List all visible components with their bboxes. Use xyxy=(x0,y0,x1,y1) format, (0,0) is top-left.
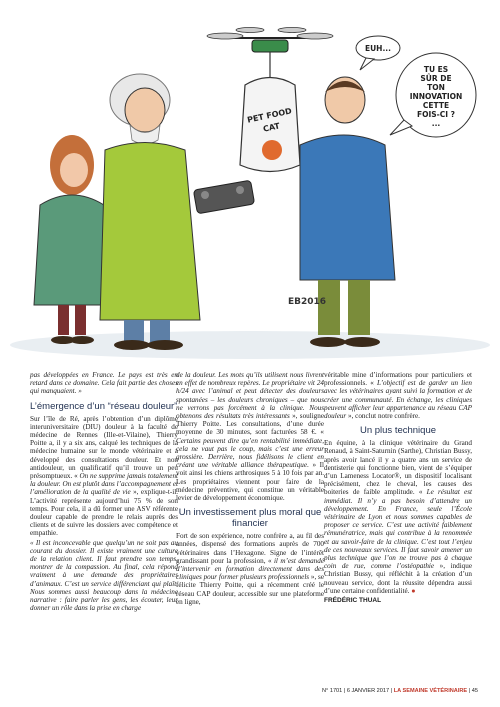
col2-paragraph-1: de la douleur. Les mots qu’ils utilisent nous livrent en effet de nombreux repères. Le propriétaire vit 24 h/24 avec l’animal et peut détecter des douleurs spontanées – les douleurs chroniques – que nous ne verrons pas forcément à la clinique. Nous obtenons des résultats très intéressants », souligne Thierry Poitte. Les consultations, d’une durée moyenne de 30 minutes, sont facturées 58 €. « Certains peuvent dire qu’en rentabilité immédiate, cela ne vaut pas le coup, mais c’est une erreur grossière. Derrière, nous fidélisons le client en créant une véritable alliance thérapeutique. » Il voit ainsi les chiens arthrosiques 5 à 10 fois par an. Les propriétaires viennent pour faire de la médecine préventive, qui constitue un véritable levier de développement économique. xyxy=(176,371,324,503)
speech-right-line-3: TON xyxy=(427,83,445,92)
col1-paragraph-2: « Il est inconcevable que quelqu’un ne soit pas au courant du dossier. Il existe vraiment une culture de la relation client. Il faut prendre son temps, montrer de la compassion. Au final, cela répond vraiment à une demande des propriétaires d’animaux. C’est un service différenciant qui plaît. Nous sommes aussi beaucoup dans la médecine narrative : faire parler les gens, les écouter, leur donner un rôle dans la prise en charge xyxy=(30,538,178,613)
article-column-1 xyxy=(30,371,178,613)
col3-paragraph-1: véritable mine d’informations pour particuliers et professionnels. « L’objectif est de garder un lien avec les vétérinaires ayant suivi la formation et de créer une communauté. En échange, les cliniques peuvent afficher leur appartenance au réseau CAP douleur », conclut notre confrère. xyxy=(324,371,472,421)
speech-right-line-6: FOIS-CI ? xyxy=(416,110,456,119)
page-number: | 45 xyxy=(468,688,478,694)
cartoon-signature: EB2016 xyxy=(288,297,327,307)
speech-right-line-4: INNOVATION xyxy=(409,92,463,101)
bag-label-line-2: CAT xyxy=(262,121,281,134)
col1-heading: L’émergence d’un “réseau douleur” xyxy=(30,400,178,412)
col3-heading: Un plus technique xyxy=(359,425,437,437)
article-column-2 xyxy=(176,371,324,607)
pet-food-bag xyxy=(240,78,300,172)
speech-left-text: EUH... xyxy=(364,44,392,53)
speech-right-line-1: TU ES xyxy=(423,65,449,74)
col1-intro: pas développées en France. Le pays est très en retard dans ce domaine. Cela fait partie des choses qui manquaient. » xyxy=(30,371,178,396)
issue-info: N° 1701 | 6 JANVIER 2017 | xyxy=(322,688,393,694)
col2-heading: Un investissement plus moral que financier xyxy=(178,507,322,530)
article-column-3 xyxy=(324,371,472,605)
col2-paragraph-2: Fort de son expérience, notre confrère a, au fil des années, dispensé des formations auprès de 700 vétérinaires dans l’Hexagone. Signe de l’intérêt grandissant pour la profession, « il m’est demandé d’intervenir en formation directement dans des cliniques pour former plusieurs professionnels », se félicite Thierry Poitte, qui a récemment créé le réseau CAP douleur, accessible sur une plateforme en ligne, xyxy=(176,532,324,606)
col3-paragraph-2: En équine, à la clinique vétérinaire du Grand Renaud, à Saint-Saturnin (Sarthe), Christian Bussy, après avoir lancé il y a quatre ans un service de dentisterie qui fonctionne bien, vient de s’équiper d’un Lameness Locator®, un dispositif localisant précisément, chez le cheval, les causes des boiteries de faible amplitude. « Le résultat est immédiat. Il n’y a pas besoin d’attendre un développement. En France, seule l’École vétérinaire de Lyon et nous sommes capables de proposer ce service. C’est une activité faiblement rémunératrice, mais qui contribue à la renommée et au savoir-faire de la clinique. C’est tout l’enjeu de ces nouveaux services. Il faut savoir amener un plus technique que l’on ne trouve pas à chaque coin de rue, comme l’ostéopathie », indique Christian Bussy, qui réfléchit à la création d’un nouveau service, dont la réussite dépendra aussi d’une certaine confidentialité. ● xyxy=(324,439,472,595)
end-mark: ● xyxy=(411,586,416,595)
speech-right-line-7: ... xyxy=(431,119,441,128)
speech-right-line-5: CETTE xyxy=(422,101,450,110)
speech-right-line-2: SÛR DE xyxy=(420,74,452,83)
page-footer xyxy=(322,688,478,694)
magazine-brand: LA SEMAINE VÉTÉRINAIRE xyxy=(393,688,468,694)
author-signature: FRÉDÉRIC THUAL xyxy=(324,597,382,605)
bag-label-line-1: PET FOOD xyxy=(246,106,293,125)
col1-paragraph-1: Sur l’île de Ré, après l’obtention d’un diplôme interuniversitaire (DIU) douleur à la faculté de médecine de Rennes (Ille-et-Vilaine), Thierry Poitte a, il y a six ans, calqué les techniques de la médecine humaine sur le monde vétérinaire et a développé des consultations douleur. Et non antidouleur, un qualificatif qu’il trouve un peu présomptueux. « On ne supprime jamais totalement la douleur. On est plutôt dans l’accompagnement et l’amélioration de la qualité de vie », explique-t-il. L’activité représente aujourd’hui 75 % de son temps. Pour cela, il a dû former une ASV référente douleur capable de prendre le relais auprès des clients et de suivre les dossiers avec compétence et empathie. xyxy=(30,414,178,538)
